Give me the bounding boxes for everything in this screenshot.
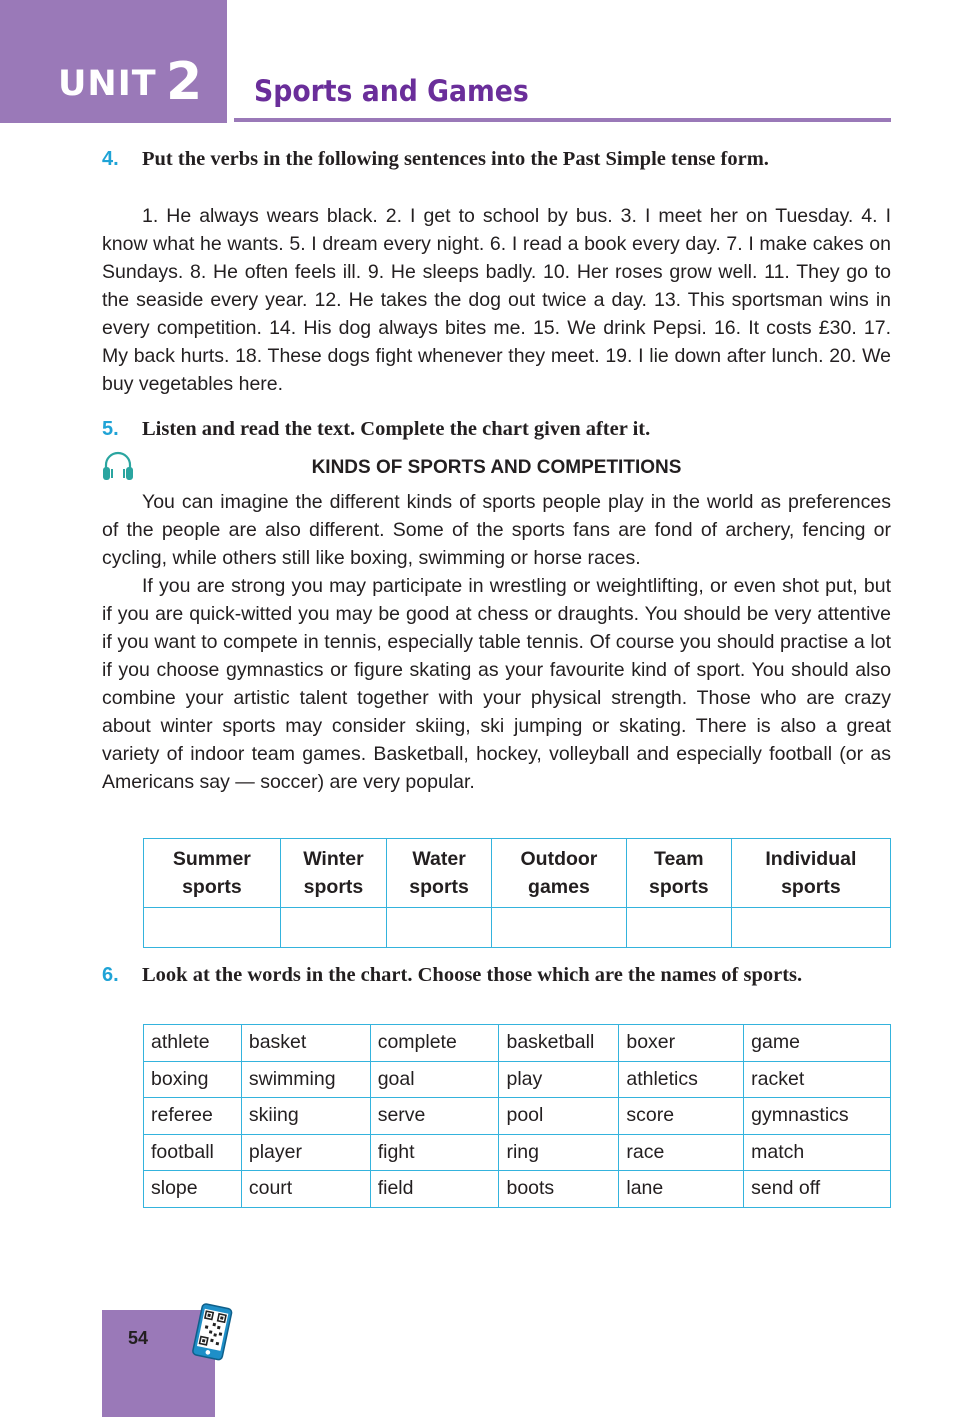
chart-header-cell: Outdoor games (492, 839, 627, 908)
word-cell: match (744, 1134, 891, 1171)
chart-header-cell: Water sports (387, 839, 492, 908)
word-cell: boxing (144, 1061, 242, 1098)
task-4-sentences (102, 202, 891, 398)
word-cell: swimming (241, 1061, 370, 1098)
word-cell: lane (619, 1171, 744, 1208)
word-cell: athletics (619, 1061, 744, 1098)
task-4-instruction: Put the verbs in the following sentences into the Past Simple tense form. (142, 148, 769, 170)
word-chart (143, 1024, 891, 1208)
sports-chart (143, 838, 891, 948)
word-cell: referee (144, 1098, 242, 1135)
word-cell: complete (370, 1025, 499, 1062)
word-cell: game (744, 1025, 891, 1062)
chart-answer-row (144, 908, 891, 948)
unit-label: UNIT (58, 64, 157, 104)
chart-header-cell: Summer sports (144, 839, 281, 908)
word-cell: basketball (499, 1025, 619, 1062)
word-cell: play (499, 1061, 619, 1098)
word-cell: serve (370, 1098, 499, 1135)
chart-header-cell: Individual sports (731, 839, 890, 908)
word-cell: score (619, 1098, 744, 1135)
chart-header-row (144, 839, 891, 908)
page-number: 54 (128, 1328, 149, 1348)
reading-paragraph: You can imagine the different kinds of sports people play in the world as preferences of the people are also different. Some of the sports fans are fond of archery, fencing or cycling, while others still like boxing, swimming or horse races. (102, 491, 891, 569)
task-5-instruction: Listen and read the text. Complete the chart given after it. (142, 418, 651, 440)
unit-banner (0, 0, 227, 123)
table-row (144, 1134, 891, 1171)
chart-answer-cell[interactable] (731, 908, 890, 948)
word-cell: boxer (619, 1025, 744, 1062)
chart-header-cell: Winter sports (280, 839, 386, 908)
chart-answer-cell[interactable] (144, 908, 281, 948)
word-cell: send off (744, 1171, 891, 1208)
chart-answer-cell[interactable] (492, 908, 627, 948)
task-6-number: 6. (102, 964, 119, 986)
word-cell: athlete (144, 1025, 242, 1062)
word-cell: player (241, 1134, 370, 1171)
word-cell: boots (499, 1171, 619, 1208)
unit-number: 2 (166, 52, 203, 112)
word-cell: court (241, 1171, 370, 1208)
word-cell: goal (370, 1061, 499, 1098)
chart-answer-cell[interactable] (626, 908, 731, 948)
table-row (144, 1171, 891, 1208)
word-cell: race (619, 1134, 744, 1171)
page-title: Sports and Games (254, 74, 529, 108)
word-cell: football (144, 1134, 242, 1171)
reading-heading: KINDS OF SPORTS AND COMPETITIONS (311, 457, 682, 478)
word-cell: field (370, 1171, 499, 1208)
word-cell: skiing (241, 1098, 370, 1135)
table-row (144, 1061, 891, 1098)
table-row (144, 1025, 891, 1062)
table-row (144, 1098, 891, 1135)
word-cell: gymnastics (744, 1098, 891, 1135)
task-4-number: 4. (102, 148, 119, 170)
word-cell: slope (144, 1171, 242, 1208)
qr-phone-icon[interactable] (188, 1303, 238, 1363)
task-5-number: 5. (102, 418, 119, 440)
title-underline (234, 118, 891, 122)
chart-header-cell: Team sports (626, 839, 731, 908)
word-cell: racket (744, 1061, 891, 1098)
word-cell: ring (499, 1134, 619, 1171)
reading-paragraph: If you are strong you may participate in wrestling or weightlifting, or even shot put, but if you are quick-witted you may be good at chess or draughts. You should be very attentive if you want to compete in tennis, especially table tennis. Of course you should practise a lot if you choose gymnastics or figure skating as your favourite kind of sport. You should also combine your artistic talent together with your physical strength. Those who are crazy about winter sports may consider skiing, ski jumping or skating. There is also a great variety of indoor team games. Basketball, hockey, volleyball and especially football (or as Americans say — soccer) are very popular. (102, 575, 891, 793)
word-cell: basket (241, 1025, 370, 1062)
chart-answer-cell[interactable] (280, 908, 386, 948)
task-6-instruction: Look at the words in the chart. Choose those which are the names of sports. (142, 964, 803, 986)
reading-text (102, 488, 891, 796)
task-4-text: 1. He always wears black. 2. I get to school by bus. 3. I meet her on Tuesday. 4. I know what he wants. 5. I dream every night. 6. I read a book every day. 7. I make cakes on Sundays. 8. He often feels ill. 9. He sleeps badly. 10. Her roses grow well. 11. They go to the seaside every year. 12. He takes the dog out twice a day. 13. This sportsman wins in every competition. 14. His dog always bites me. 15. We drink Pepsi. 16. It costs £30. 17. My back hurts. 18. These dogs fight whenever they meet. 19. I lie down after lunch. 20. We buy vegetables here. (102, 205, 891, 395)
word-cell: fight (370, 1134, 499, 1171)
word-cell: pool (499, 1098, 619, 1135)
chart-answer-cell[interactable] (387, 908, 492, 948)
